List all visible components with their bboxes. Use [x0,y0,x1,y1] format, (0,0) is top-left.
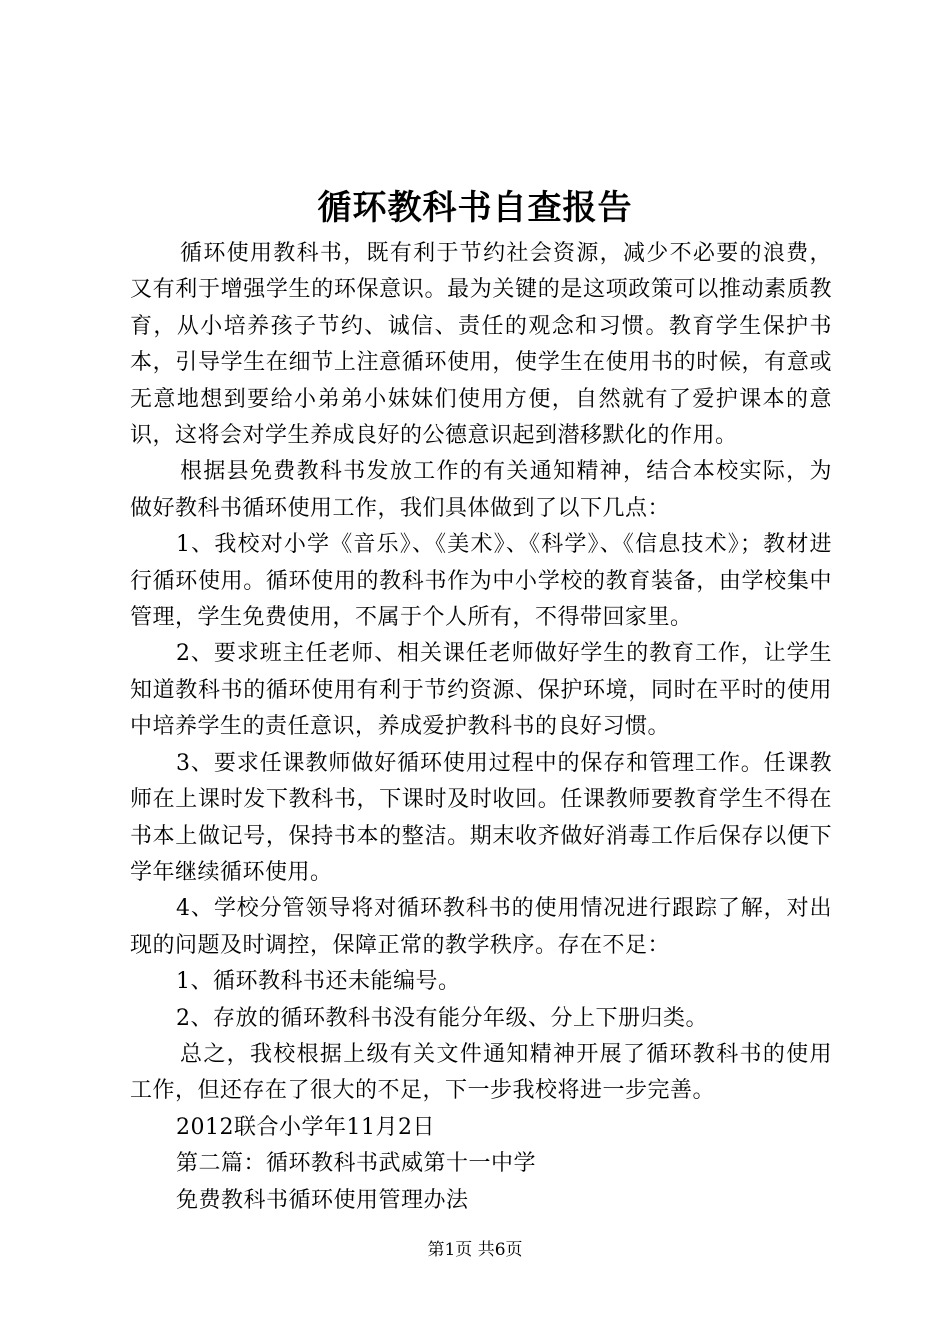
paragraph-point-2: 2、要求班主任老师、相关课任老师做好学生的教育工作，让学生知道教科书的循环使用有利于节约资源、保护环境，同时在平时的使用中培养学生的责任意识，养成爱护教科书的良好习惯。 [130,641,832,740]
page-number-footer: 第1页 共6页 [427,1240,523,1260]
document-title: 循环教科书自查报告 [317,188,633,228]
document-body [130,236,832,1219]
paragraph-date: 2012联合小学年11月2日 [176,1114,435,1140]
paragraph-second-part-title: 第二篇：循环教科书武威第十一中学 [176,1151,537,1177]
paragraph-shortcoming-2: 2、存放的循环教科书没有能分年级、分上下册归类。 [176,1005,708,1031]
paragraph-point-3: 3、要求任课教师做好循环使用过程中的保存和管理工作。任课教师在上课时发下教科书，下课时及时收回。任课教师要教育学生不得在书本上做记号，保持书本的整洁。期末收齐做好消毒工作后保存以便下学年继续循环使用。 [130,750,832,885]
paragraph-management-title: 免费教科书循环使用管理办法 [176,1187,469,1213]
paragraph-intro: 循环使用教科书，既有利于节约社会资源，减少不必要的浪费，又有利于增强学生的环保意识。最为关键的是这项政策可以推动素质教育，从小培养孩子节约、诚信、责任的观念和习惯。教育学生保护书本，引导学生在细节上注意循环使用，使学生在使用书的时候，有意或无意地想到要给小弟弟小妹妹们使用方便，自然就有了爱护课本的意识，这将会对学生养成良好的公德意识起到潜移默化的作用。 [130,241,832,449]
paragraph-basis: 根据县免费教科书发放工作的有关通知精神，结合本校实际，为做好教科书循环使用工作，我们具体做到了以下几点： [130,459,832,521]
paragraph-point-4: 4、学校分管领导将对循环教科书的使用情况进行跟踪了解，对出现的问题及时调控，保障正常的教学秩序。存在不足： [130,896,832,958]
paragraph-conclusion: 总之，我校根据上级有关文件通知精神开展了循环教科书的使用工作，但还存在了很大的不足，下一步我校将进一步完善。 [130,1041,832,1104]
paragraph-shortcoming-1: 1、循环教科书还未能编号。 [176,969,461,995]
paragraph-point-1: 1、我校对小学《音乐》、《美术》、《科学》、《信息技术》；教材进行循环使用。循环使用的教科书作为中小学校的教育装备，由学校集中管理，学生免费使用，不属于个人所有，不得带回家里。 [130,532,832,631]
